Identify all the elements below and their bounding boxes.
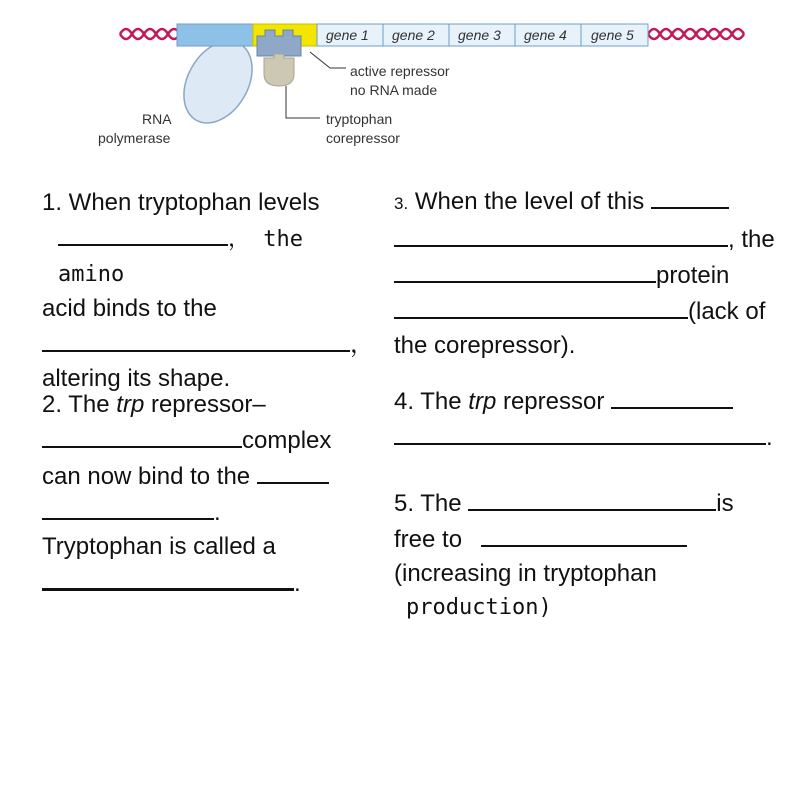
q5-blank-2[interactable] — [481, 521, 687, 547]
q3-line-1 — [394, 183, 794, 221]
q3-line-5: the corepressor). — [394, 332, 576, 359]
gene-label-2: gene 2 — [392, 27, 435, 43]
q3-text-the: , the — [728, 226, 775, 253]
q4-period: . — [766, 424, 773, 451]
q5-line-3: (increasing in tryptophan — [394, 560, 657, 587]
q3-blank-2[interactable] — [394, 221, 728, 247]
q2-line-1 — [42, 388, 382, 422]
q3-text-lack: (lack of — [688, 298, 766, 325]
q3-line-3 — [394, 257, 794, 293]
q1-blank-1[interactable] — [58, 220, 228, 246]
q3-text-level: When the level of this — [408, 188, 645, 215]
repressor-leader-line — [310, 52, 346, 68]
q1-line-1: 1. When tryptophan levels — [42, 189, 320, 216]
q2-text-the: 2. The — [42, 391, 117, 418]
q4-blank-1[interactable] — [611, 383, 733, 409]
q3-text-protein: protein — [656, 262, 730, 289]
q5-text-is: is — [716, 490, 734, 517]
tryptophan-label: tryptophan — [326, 111, 393, 127]
q2-text-trp: trp — [116, 391, 145, 418]
promoter-region — [177, 24, 253, 46]
q3-line-4 — [394, 293, 794, 329]
gene-label-4: gene 4 — [524, 27, 567, 43]
q2-blank-1[interactable] — [42, 422, 242, 448]
q4-line-2 — [394, 419, 794, 455]
tryptophan-corepressor-shape — [264, 54, 294, 86]
q1-text-amino: ， the amino — [58, 227, 303, 287]
q3-blank-1[interactable] — [651, 183, 729, 209]
q4-text-trp: trp — [468, 388, 497, 415]
q1-line-2 — [42, 220, 382, 292]
q2-line-3 — [42, 458, 382, 494]
no-rna-made-label: no RNA made — [350, 82, 438, 98]
active-repressor-label: active repressor — [350, 63, 450, 79]
q1-line-3: acid binds to the — [42, 295, 217, 322]
question-5 — [394, 485, 794, 625]
q2-period-2: . — [294, 570, 301, 597]
q5-line-2 — [394, 521, 794, 557]
q5-line-4: production) — [406, 595, 552, 620]
corepressor-label: corepressor — [326, 130, 400, 146]
q4-blank-2[interactable] — [394, 419, 766, 445]
q5-blank-1[interactable] — [468, 485, 716, 511]
q1-comma: ， — [350, 331, 374, 358]
q1-line-4 — [42, 326, 382, 362]
polymerase-label: polymerase — [98, 130, 171, 146]
q2-blank-2[interactable] — [257, 458, 329, 484]
q1-line-5: altering its shape. — [42, 365, 231, 392]
question-2 — [42, 388, 382, 601]
q1-blank-2[interactable] — [42, 326, 350, 352]
rna-label: RNA — [142, 111, 172, 127]
gene-label-3: gene 3 — [458, 27, 501, 43]
q5-text-free: free to — [394, 526, 463, 553]
q4-line-1 — [394, 383, 794, 419]
q2-line-6 — [42, 564, 382, 601]
q2-text-bind: can now bind to the — [42, 463, 251, 490]
q2-blank-4[interactable] — [42, 564, 294, 591]
q3-line-2 — [394, 221, 794, 257]
q4-text-repressor: repressor — [496, 388, 605, 415]
q2-line-4 — [42, 494, 382, 530]
gene-label-5: gene 5 — [591, 27, 634, 43]
question-3 — [394, 183, 794, 363]
q2-text-complex: complex — [242, 427, 332, 454]
question-4 — [394, 383, 794, 455]
q5-text-the: 5. The — [394, 490, 462, 517]
q3-blank-4[interactable] — [394, 293, 688, 319]
question-1 — [42, 186, 382, 396]
q2-text-repressor: repressor– — [144, 391, 266, 418]
q2-blank-3[interactable] — [42, 494, 214, 520]
q2-line-5: Tryptophan is called a — [42, 533, 276, 560]
gene-boxes — [317, 24, 648, 46]
gene-label-1: gene 1 — [326, 27, 369, 43]
q2-line-2 — [42, 422, 382, 458]
q5-line-1 — [394, 485, 794, 521]
corepressor-leader-line — [286, 86, 320, 118]
q3-blank-3[interactable] — [394, 257, 656, 283]
q4-text-the: 4. The — [394, 388, 469, 415]
q2-period-1: . — [214, 499, 221, 526]
trp-operon-diagram — [0, 0, 800, 160]
q3-number: 3. — [394, 194, 409, 213]
